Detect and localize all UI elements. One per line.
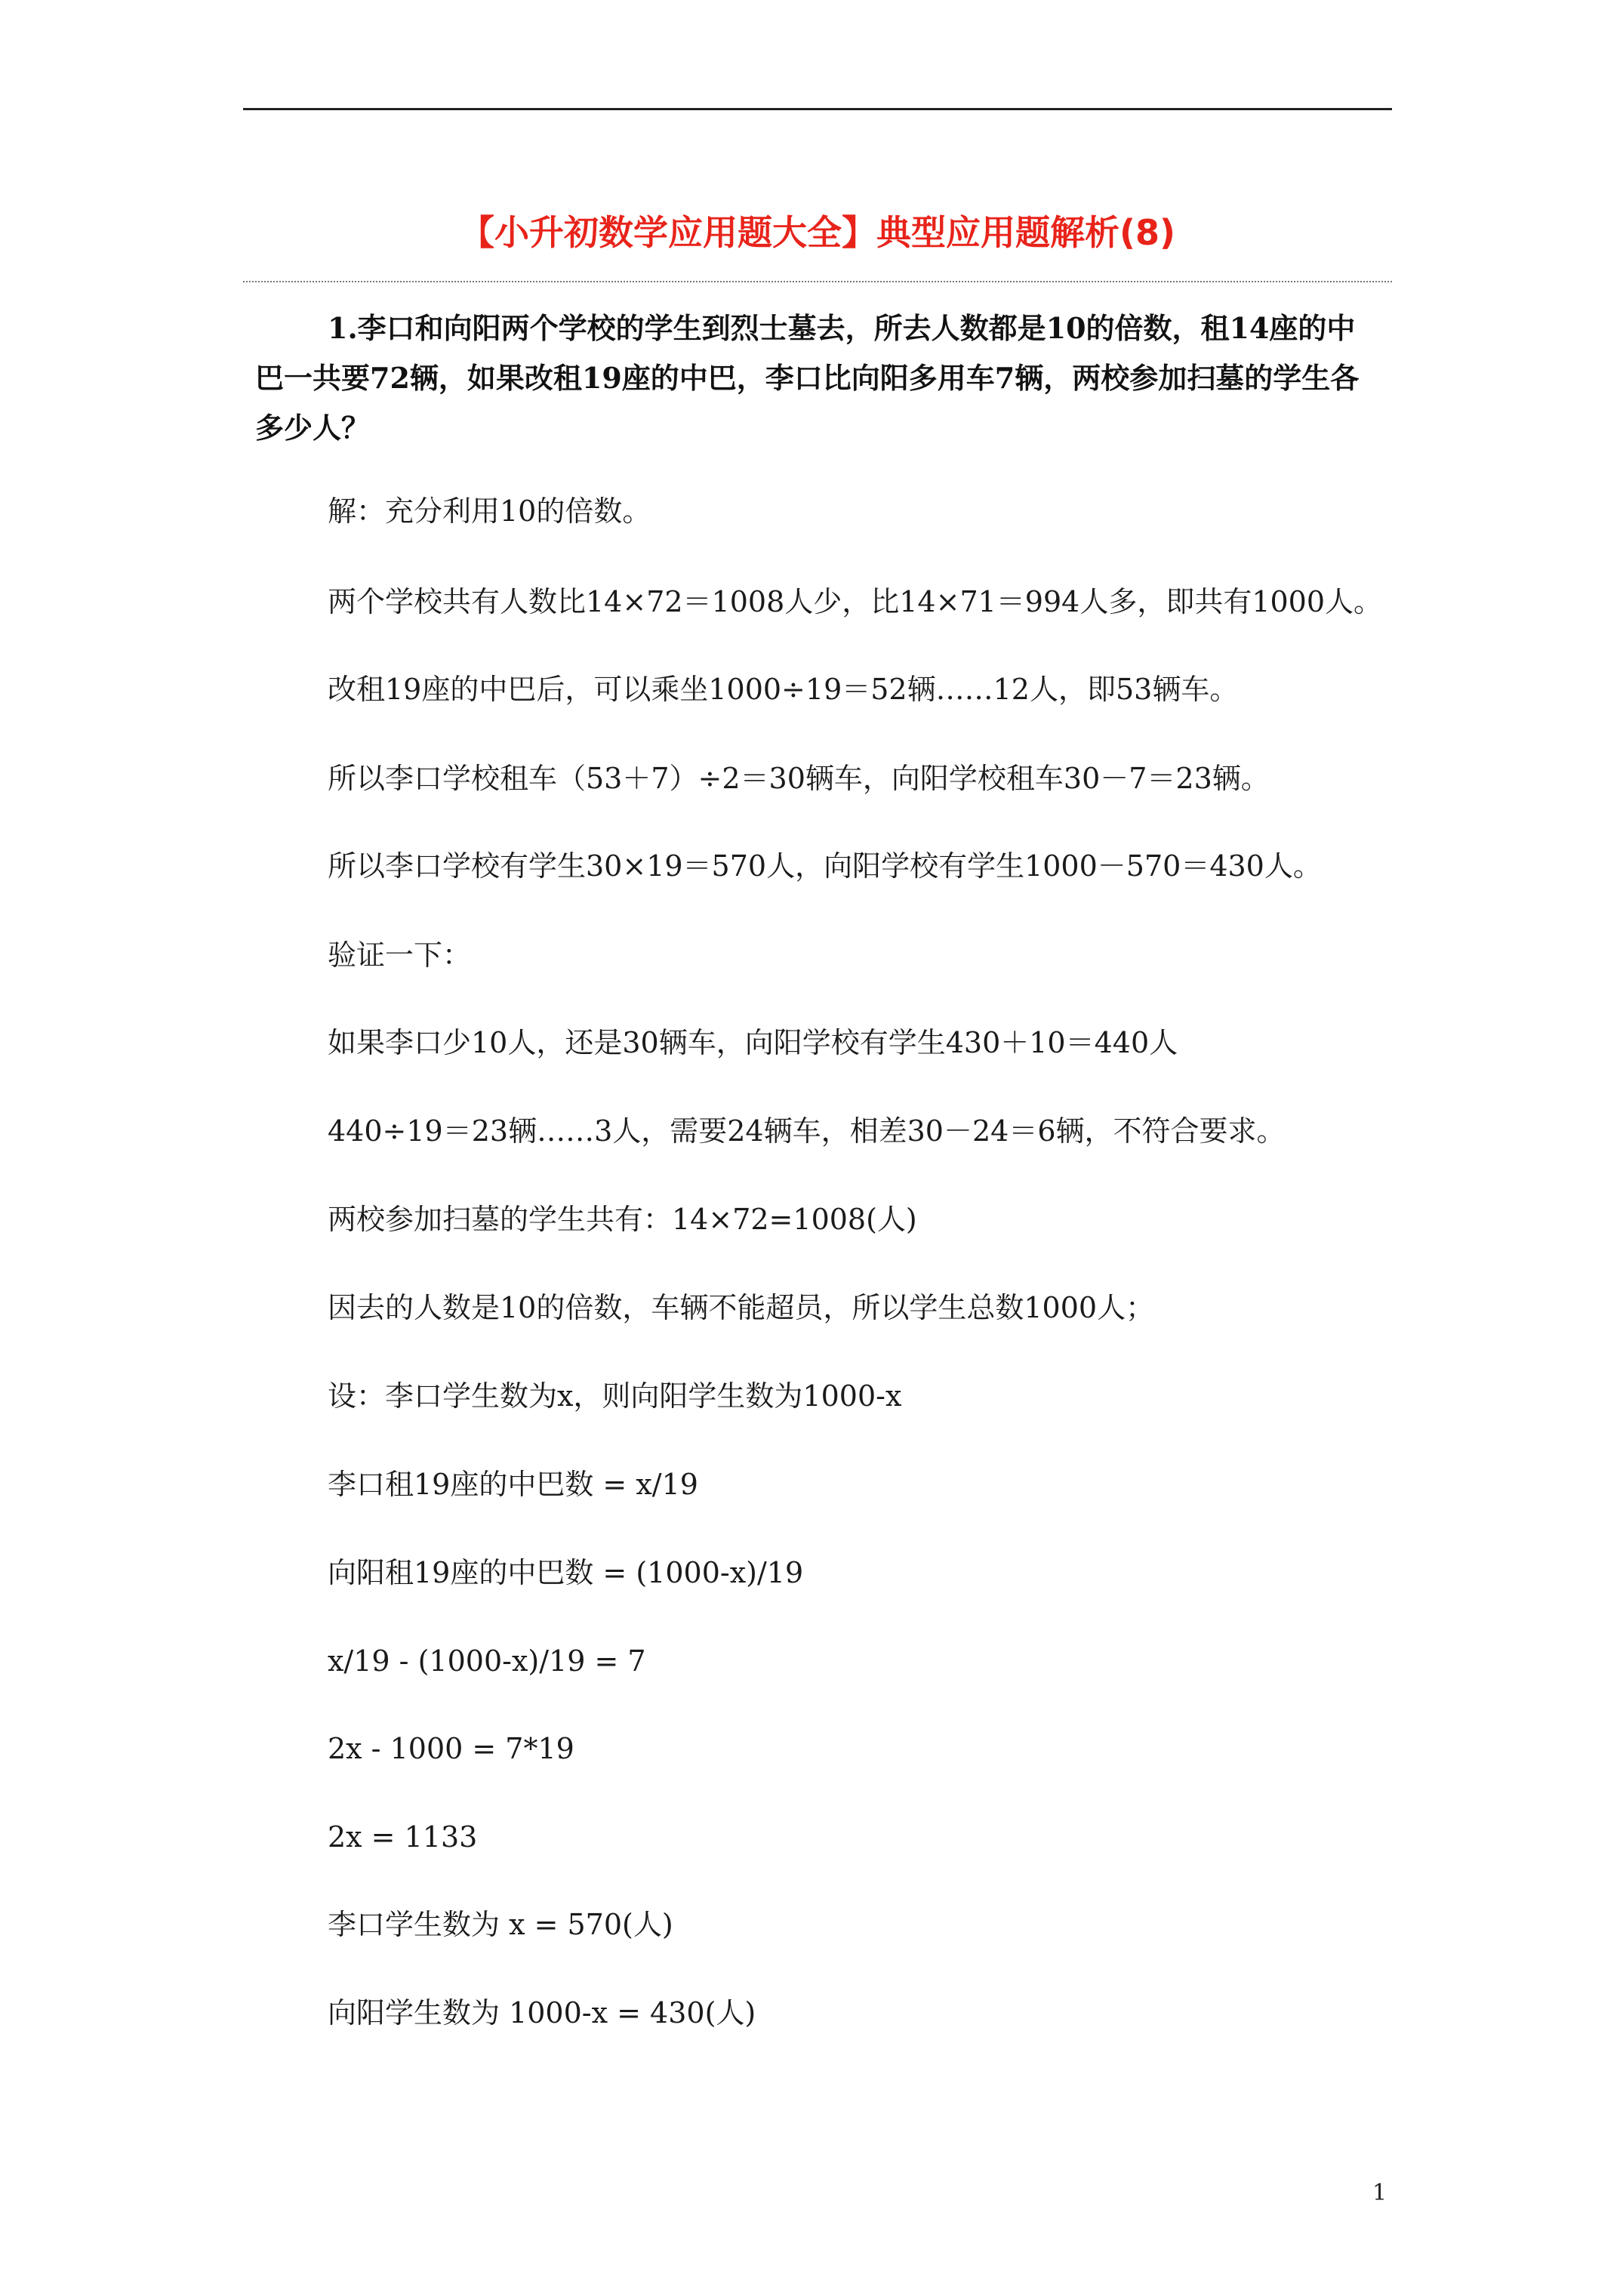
page-number: 1 [1372,2180,1387,2206]
document-title: 【小升初数学应用题大全】典型应用题解析(8) [459,212,1176,253]
solution-line: 所以李口学校有学生30×19＝570人，向阳学校有学生1000－570＝430人。 [328,849,1322,883]
solution-line: 改租19座的中巴后，可以乘坐1000÷19＝52辆……12人，即53辆车。 [328,673,1239,706]
solution-line: 李口学生数为 x = 570(人) [328,1908,673,1941]
solution-line: 因去的人数是10的倍数，车辆不能超员，所以学生总数1000人； [328,1291,1155,1324]
solution-line: 2x = 1133 [328,1820,478,1854]
solution-line: 440÷19＝23辆……3人，需要24辆车，相差30－24＝6辆，不符合要求。 [328,1114,1286,1148]
solution-line: 解：充分利用10的倍数。 [328,495,651,528]
solution-line: 2x - 1000 = 7*19 [328,1732,574,1765]
solution-line: 如果李口少10人，还是30辆车，向阳学校有学生430＋10＝440人 [328,1026,1178,1059]
solution-line: 所以李口学校租车（53＋7）÷2＝30辆车，向阳学校租车30－7＝23辆。 [328,762,1270,795]
solution-line: 设：李口学生数为x，则向阳学生数为1000-x [328,1379,902,1413]
solution-line: 两个学校共有人数比14×72＝1008人少，比14×71＝994人多，即共有1000人。 [328,585,1383,618]
solution-line: 向阳租19座的中巴数 = (1000-x)/19 [328,1556,804,1589]
solution-line: 两校参加扫墓的学生共有：14×72=1008(人) [328,1203,917,1236]
solution-line: x/19 - (1000-x)/19 = 7 [328,1644,646,1678]
question-text: 1.李口和向阳两个学校的学生到烈士墓去，所去人数都是10的倍数，租14座的中巴一共要72辆，如果改租19座的中巴，李口比向阳多用车7辆，两校参加扫墓的学生各多少人？ [255,311,1360,445]
solution-line: 李口租19座的中巴数 = x/19 [328,1468,698,1501]
header-rule [243,108,1392,110]
solution-line: 向阳学生数为 1000-x = 430(人) [328,1996,756,2029]
title-divider [243,281,1392,282]
solution-line: 验证一下： [328,938,472,972]
